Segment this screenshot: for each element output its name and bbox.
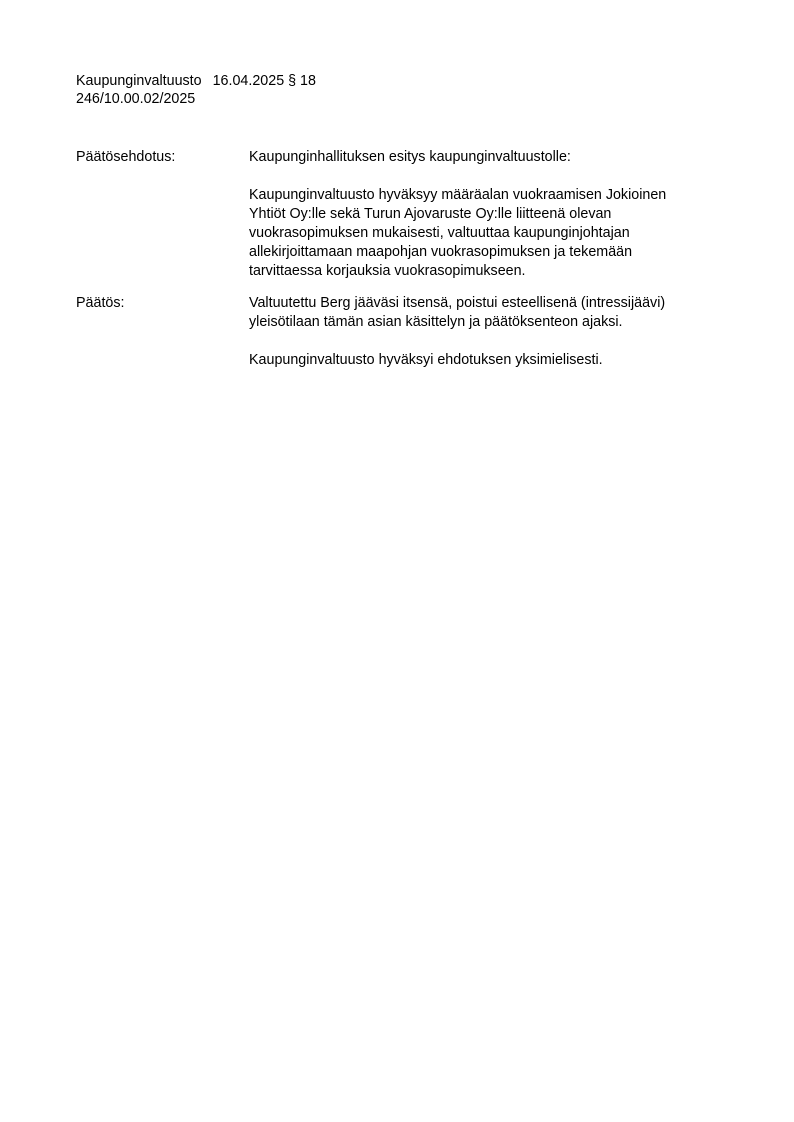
proposal-line: tarvittaessa korjauksia vuokrasopimukseen. — [249, 263, 526, 279]
proposal-line: Kaupunginvaltuusto hyväksyy määräalan vuokraamisen Jokioinen — [249, 187, 667, 203]
decision-result: Kaupunginvaltuusto hyväksyi ehdotuksen yksimielisesti. — [249, 352, 603, 368]
document-header — [76, 72, 316, 108]
proposal-content — [249, 148, 726, 281]
proposal-body — [249, 186, 726, 281]
decision-label: Päätös: — [76, 295, 125, 311]
decision-content — [249, 294, 726, 370]
decision-body — [249, 294, 726, 332]
proposal-line: vuokrasopimuksen mukaisesti, valtuuttaa kaupunginjohtajan — [249, 225, 630, 241]
council-name: Kaupunginvaltuusto — [76, 73, 202, 89]
header-line-1 — [76, 72, 316, 90]
proposal-line: allekirjoittamaan maapohjan vuokrasopimuksen ja tekemään — [249, 244, 633, 260]
meeting-date-section: 16.04.2025 § 18 — [212, 73, 316, 89]
proposal-label: Päätösehdotus: — [76, 149, 176, 165]
record-number: 246/10.00.02/2025 — [76, 91, 196, 107]
decision-line: yleisötilaan tämän asian käsittelyn ja päätöksenteon ajaksi. — [249, 314, 623, 330]
proposal-line: Yhtiöt Oy:lle sekä Turun Ajovaruste Oy:lle liitteenä olevan — [249, 206, 612, 222]
decision-line: Valtuutettu Berg jääväsi itsensä, poistui esteellisenä (intressijäävi) — [249, 295, 666, 311]
proposal-intro: Kaupunginhallituksen esitys kaupunginvaltuustolle: — [249, 149, 571, 165]
